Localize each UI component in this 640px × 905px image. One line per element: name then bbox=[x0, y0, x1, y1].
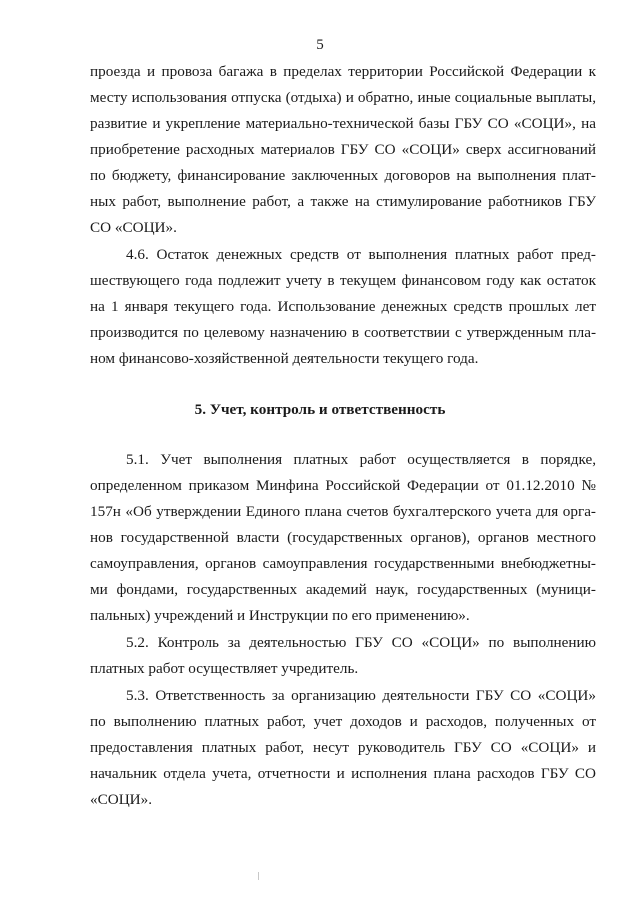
text-line: 157н «Об утверждении Единого плана счетов бухгалтерского учета для орга- bbox=[90, 503, 596, 520]
scan-artifact bbox=[258, 872, 259, 880]
text-line: ми фондами, государственных академий наук, государственных (муници- bbox=[90, 581, 596, 598]
text-line: производится по целевому назначению в соответствии с утвержденным пла- bbox=[90, 324, 596, 341]
text-line: шествующего года подлежит учету в текущем финансовом году как остаток bbox=[90, 272, 596, 289]
text-line: платных работ осуществляет учредитель. bbox=[90, 660, 359, 677]
text-line: по выполнению платных работ, учет доходов и расходов, полученных от bbox=[90, 713, 596, 730]
text-line: 5.1. Учет выполнения платных работ осуществляется в порядке, bbox=[126, 451, 596, 468]
text-line: начальник отдела учета, отчетности и исполнения плана расходов ГБУ СО bbox=[90, 765, 596, 782]
text-line: нов государственной власти (государственных органов), органов местного bbox=[90, 529, 596, 546]
text-line: на 1 января текущего года. Использование денежных средств прошлых лет bbox=[90, 298, 596, 315]
text-line: 5.2. Контроль за деятельностью ГБУ СО «СОЦИ» по выполнению bbox=[126, 634, 596, 651]
text-line: 4.6. Остаток денежных средств от выполнения платных работ пред- bbox=[126, 246, 596, 263]
text-line: 5.3. Ответственность за организацию деятельности ГБУ СО «СОЦИ» bbox=[126, 687, 596, 704]
text-line: по бюджету, финансирование заключенных договоров на выполнения плат- bbox=[90, 167, 596, 184]
text-line: ных работ, выполнение работ, а также на стимулирование работников ГБУ bbox=[90, 193, 596, 210]
text-line: определенном приказом Минфина Российской Федерации от 01.12.2010 № bbox=[90, 477, 596, 494]
section-heading: 5. Учет, контроль и ответственность bbox=[194, 401, 446, 418]
paragraph-clause-5-1 bbox=[90, 447, 596, 629]
text-line: месту использования отпуска (отдыха) и обратно, иные социальные выплаты, bbox=[90, 89, 596, 106]
text-line: предоставления платных работ, несут руководитель ГБУ СО «СОЦИ» и bbox=[90, 739, 596, 756]
text-line: приобретение расходных материалов ГБУ СО «СОЦИ» сверх ассигнований bbox=[90, 141, 596, 158]
text-line: развитие и укрепление материально-технической базы ГБУ СО «СОЦИ», на bbox=[90, 115, 596, 132]
text-line: СО «СОЦИ». bbox=[90, 219, 177, 236]
page-number: 5 bbox=[316, 37, 324, 53]
paragraph-clause-4-6 bbox=[90, 242, 596, 372]
text-line: ном финансово-хозяйственной деятельности текущего года. bbox=[90, 350, 479, 367]
text-line: самоуправления, органов самоуправления государственными внебюджетны- bbox=[90, 555, 596, 572]
paragraph-clause-5-2 bbox=[90, 630, 596, 682]
text-line: пальных) учреждений и Инструкции по его применению». bbox=[90, 607, 470, 624]
text-line: «СОЦИ». bbox=[90, 791, 153, 808]
text-line: проезда и провоза багажа в пределах территории Российской Федерации к bbox=[90, 63, 596, 80]
paragraph-clause-5-3 bbox=[90, 683, 596, 813]
paragraph-continuation bbox=[90, 59, 596, 241]
